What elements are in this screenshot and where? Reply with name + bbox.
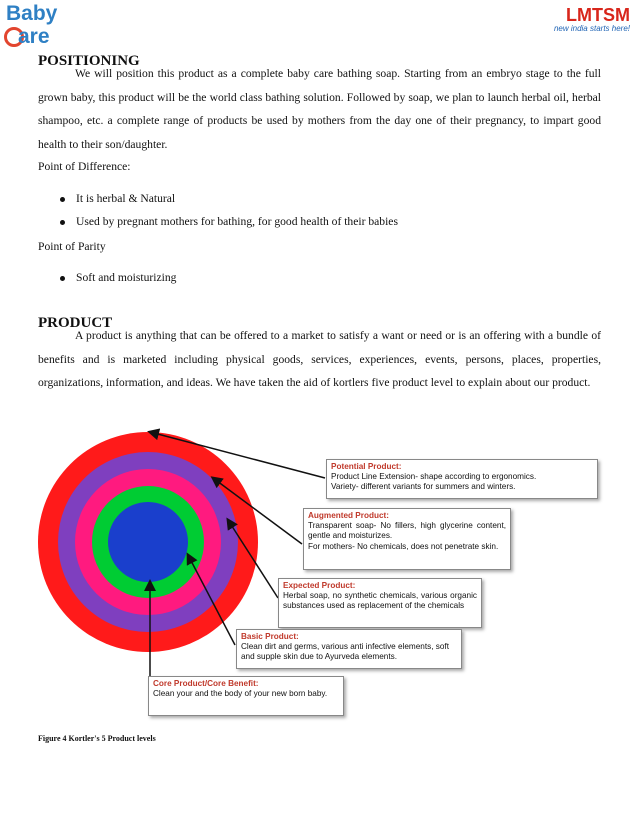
box-title: Potential Product: [331, 462, 402, 471]
logo-text-care: are [18, 25, 50, 48]
arrow-basic [188, 555, 235, 645]
box-title: Augmented Product: [308, 511, 389, 520]
box-basic-product [236, 629, 462, 669]
box-desc: Herbal soap, no synthetic chemicals, various organic substances used as replacement of the chemicals [283, 591, 477, 611]
brand-tagline: new india starts here! [553, 24, 630, 33]
arrow-expected [228, 520, 278, 598]
logo-text-baby: Baby [6, 2, 58, 25]
product-heading: PRODUCT [38, 315, 113, 331]
positioning-heading: POSITIONING [38, 53, 140, 69]
product-paragraph: A product is anything that can be offered to a market to satisfy a want or need or is an offering with a bundle of benefits and is marketed including physical goods, services, experiences, events, persons, places, properties, organizations, information, and ideas. We have taken the aid of kortlers five product level to explain about our product. [38, 329, 601, 390]
box-title: Core Product/Core Benefit: [153, 679, 259, 688]
box-augmented-product [303, 508, 511, 570]
box-desc: Transparent soap- No fillers, high glycerine content, gentle and moisturizes. For mothers- No chemicals, does not penetrate skin. [308, 521, 506, 551]
box-desc: Clean your and the body of your new born baby. [153, 689, 328, 699]
box-desc: Clean dirt and germs, various anti infective elements, soft and supple skin due to Ayurveda elements. [241, 642, 449, 662]
arrow-potential [150, 432, 325, 478]
box-title: Expected Product: [283, 581, 356, 590]
box-core-product [148, 676, 344, 716]
pod-label: Point of Difference: [38, 160, 131, 173]
box-expected-product [278, 578, 482, 628]
figure-caption: Figure 4 Kortler's 5 Product levels [38, 734, 156, 743]
box-desc: Product Line Extension- shape according to ergonomics. Variety- different variants for summers and winters. [331, 472, 537, 492]
arrow-augmented [213, 478, 302, 544]
positioning-paragraph: We will position this product as a complete baby care bathing soap. Starting from an embryo stage to the full grown baby, this product will be the world class bathing solution. Followed by soap, we plan to launch herbal oil, herbal shampoo, etc. a complete range of products be used by mothers from the day one of their pregnancy, to impart good health to their son/daughter. [38, 67, 601, 152]
pop-label: Point of Parity [38, 240, 106, 253]
box-title: Basic Product: [241, 632, 299, 641]
brand-name: LMTSM [566, 5, 630, 25]
box-potential-product [326, 459, 598, 499]
